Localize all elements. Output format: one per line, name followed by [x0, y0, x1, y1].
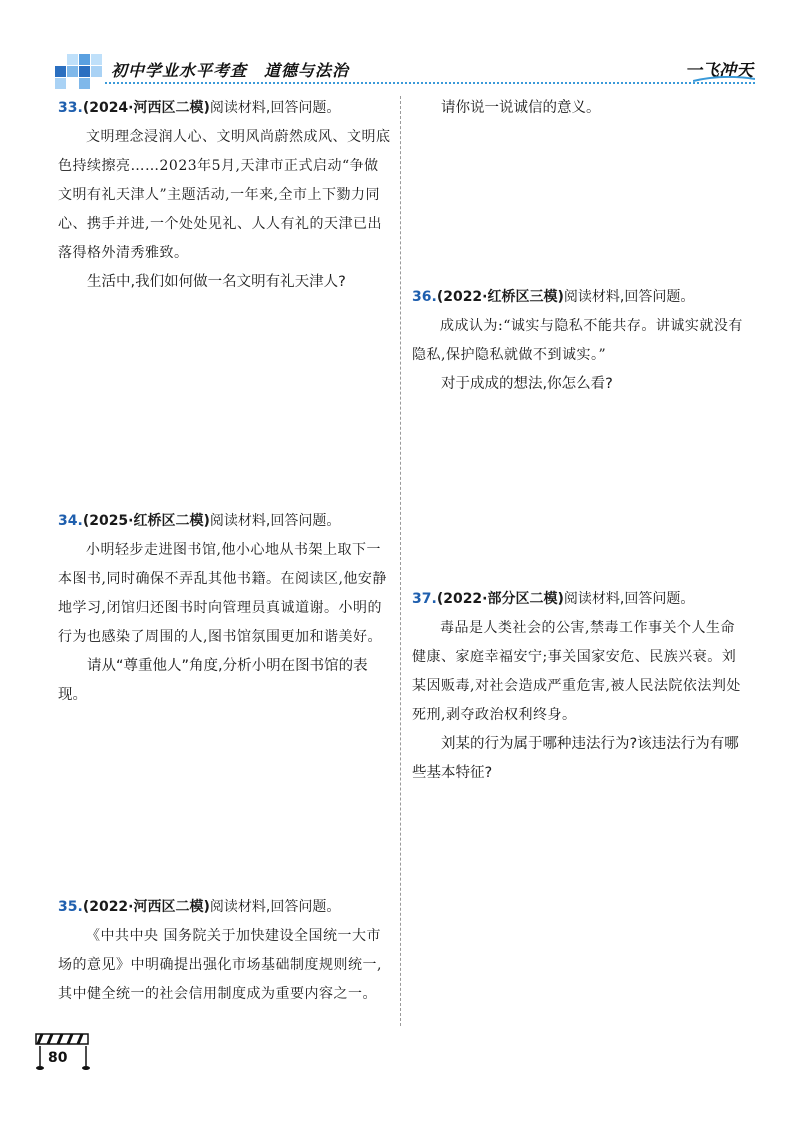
question-material: 小明轻步走进图书馆,他小心地从书架上取下一本图书,同时确保不弄乱其他书籍。在阅读区,他安静地学习,闭馆归还图书时向管理员真诚道谢。小明的行为也感染了周围的人,图书馆氛围更加和谐美好。 — [58, 542, 387, 645]
question-header — [412, 283, 747, 312]
question-36 — [412, 283, 747, 399]
brand-swoosh-icon — [693, 76, 755, 82]
question-source: (2022·部分区二模) — [436, 591, 564, 607]
question-number: 33. — [58, 100, 83, 116]
question-35 — [58, 893, 393, 1009]
question-source: (2022·河西区二模) — [82, 899, 210, 915]
question-header — [412, 585, 747, 614]
question-33 — [58, 94, 393, 297]
question-instruction: 阅读材料,回答问题。 — [563, 289, 695, 305]
question-35-prompt — [412, 94, 747, 123]
question-34 — [58, 507, 393, 710]
question-number: 34. — [58, 513, 83, 529]
question-prompt: 生活中,我们如何做一名文明有礼天津人? — [87, 274, 346, 290]
question-source: (2024·河西区二模) — [82, 100, 210, 116]
header-title: 初中学业水平考查 道德与法治 — [111, 61, 350, 80]
question-prompt: 请从“尊重他人”角度,分析小明在图书馆的表现。 — [58, 658, 368, 703]
question-source: (2022·红桥区三模) — [436, 289, 564, 305]
page-number-badge — [34, 1032, 92, 1072]
question-number: 35. — [58, 899, 83, 915]
question-header — [58, 507, 393, 536]
page-header — [55, 52, 755, 92]
question-number: 36. — [412, 289, 437, 305]
question-prompt: 对于成成的想法,你怎么看? — [441, 376, 613, 392]
question-37 — [412, 585, 747, 788]
question-header — [58, 94, 393, 123]
header-mosaic-logo — [55, 52, 101, 90]
column-divider — [400, 96, 401, 1026]
question-material: 毒品是人类社会的公害,禁毒工作事关个人生命健康、家庭幸福安宁;事关国家安危、民族兴衰。刘某因贩毒,对社会造成严重危害,被人民法院依法判处死刑,剥夺政治权利终身。 — [412, 620, 741, 723]
question-instruction: 阅读材料,回答问题。 — [209, 513, 341, 529]
question-instruction: 阅读材料,回答问题。 — [209, 899, 341, 915]
header-dotted-line — [105, 82, 755, 84]
question-number: 37. — [412, 591, 437, 607]
question-header — [58, 893, 393, 922]
question-material: 《中共中央 国务院关于加快建设全国统一大市场的意见》中明确提出强化市场基础制度规则统一,其中健全统一的社会信用制度成为重要内容之一。 — [58, 928, 382, 1002]
brand-logo: 一飞冲天 — [685, 61, 753, 81]
question-prompt: 刘某的行为属于哪种违法行为?该违法行为有哪些基本特征? — [412, 736, 739, 781]
question-material: 文明理念浸润人心、文明风尚蔚然成风、文明底色持续擦亮……2023年5月,天津市正式启动“争做文明有礼天津人”主题活动,一年来,全市上下勠力同心、携手并进,一个处处见礼、人人有礼的天津已出落得格外清秀雅致。 — [58, 129, 391, 261]
question-material: 成成认为:“诚实与隐私不能共存。讲诚实就没有隐私,保护隐私就做不到诚实。” — [412, 318, 743, 363]
question-prompt: 请你说一说诚信的意义。 — [441, 100, 601, 116]
question-instruction: 阅读材料,回答问题。 — [563, 591, 695, 607]
page-number: 80 — [48, 1050, 68, 1066]
question-instruction: 阅读材料,回答问题。 — [209, 100, 341, 116]
question-source: (2025·红桥区二模) — [82, 513, 210, 529]
